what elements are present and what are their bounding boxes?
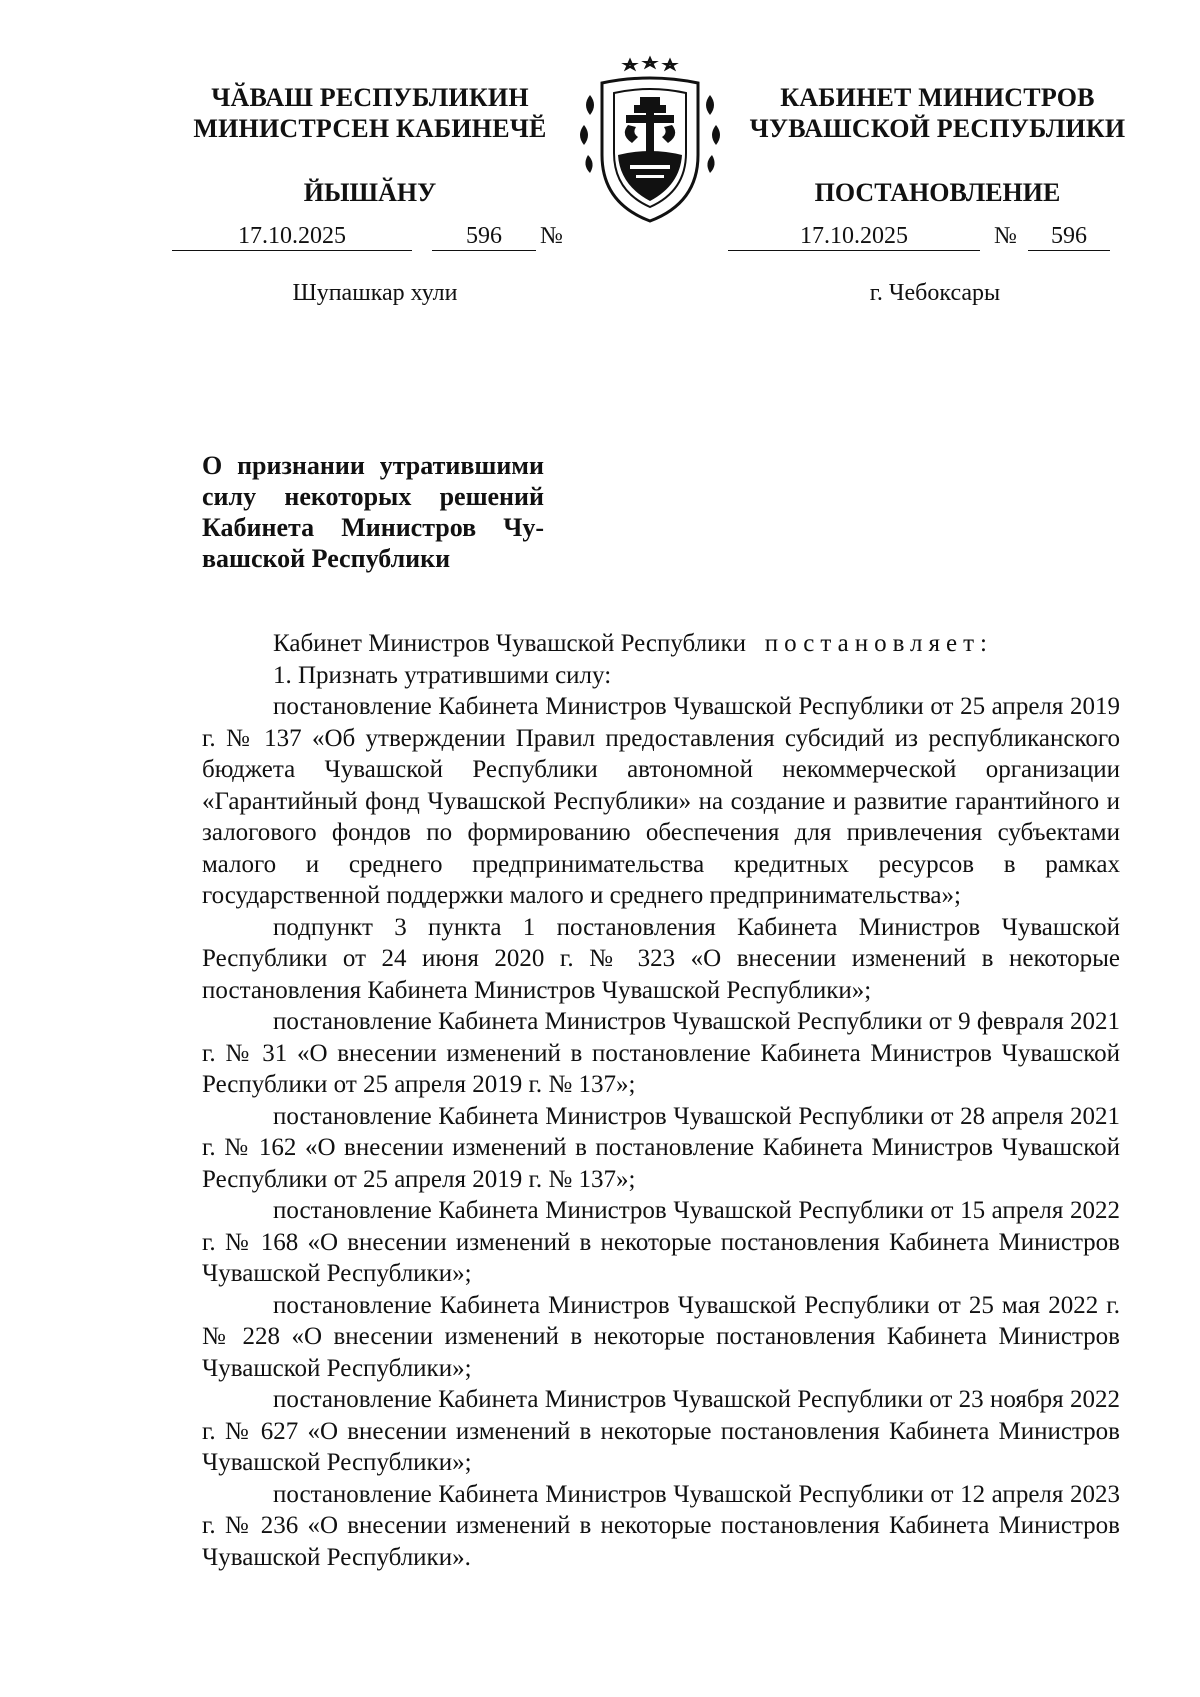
header-left-doc-type: ЙЫШӐНУ xyxy=(303,178,437,207)
repealed-act-paragraph: постановление Кабинета Министров Чувашской Республики от 25 мая 2022 г. № 228 «О внесении изменений в некоторые постановления Кабинета Министров Чувашской Республики»; xyxy=(202,1291,1120,1382)
repealed-act-paragraph: постановление Кабинета Министров Чувашской Республики от 28 апреля 2021 г. № 162 «О внесении изменений в постановление Кабинета Министров Чувашской Республики от 25 апреля 2019 г. № 137»; xyxy=(202,1102,1120,1193)
header-left-line1: ЧӐВАШ РЕСПУБЛИКИН xyxy=(211,83,529,112)
subject-line: О признании утратившими xyxy=(202,451,544,480)
repealed-act-paragraph: подпункт 3 пункта 1 постановления Кабинета Министров Чувашской Республики от 24 июня 2020 г. № 323 «О внесении изменений в некоторые постановления Кабинета Министров Чувашской Республики»; xyxy=(202,913,1120,1004)
repealed-act-paragraph: постановление Кабинета Министров Чувашской Республики от 9 февраля 2021 г. № 31 «О внесении изменений в постановление Кабинета Министров Чувашской Республики от 25 апреля 2019 г. № 137»; xyxy=(202,1008,1120,1098)
right-number-sign: № xyxy=(994,223,1017,249)
coat-of-arms-icon xyxy=(574,55,726,227)
decree-word: постановляет: xyxy=(764,630,994,657)
right-number-value: 596 xyxy=(1028,222,1110,251)
intro-paragraph xyxy=(202,628,1120,660)
left-date-value: 17.10.2025 xyxy=(172,222,412,251)
repealed-act-paragraph: постановление Кабинета Министров Чувашской Республики от 23 ноября 2022 г. № 627 «О внесении изменений в некоторые постановления Кабинета Министров Чувашской Республики»; xyxy=(202,1386,1120,1476)
subject-line: вашской Республики xyxy=(202,544,451,573)
repealed-act-paragraph: постановление Кабинета Министров Чувашской Республики от 12 апреля 2023 г. № 236 «О внесении изменений в некоторые постановления Кабинета Министров Чувашской Республики». xyxy=(202,1480,1120,1571)
left-number-sign: № xyxy=(540,223,563,249)
date-line-right xyxy=(600,222,1200,252)
header-right-doc-type: ПОСТАНОВЛЕНИЕ xyxy=(814,178,1061,207)
repealed-act-paragraph: постановление Кабинета Министров Чувашской Республики от 15 апреля 2022 г. № 168 «О внесении изменений в некоторые постановления Кабинета Министров Чувашской Республики»; xyxy=(202,1197,1120,1287)
header-left xyxy=(170,82,570,208)
item-1: 1. Признать утратившими силу: xyxy=(273,661,612,689)
date-line-left xyxy=(0,222,600,252)
header-right xyxy=(730,82,1145,208)
header-right-line2: ЧУВАШСКОЙ РЕСПУБЛИКИ xyxy=(749,114,1126,143)
document-body xyxy=(202,628,1120,1573)
header-right-line1: КАБИНЕТ МИНИСТРОВ xyxy=(780,83,1095,112)
subject-line: Кабинета Министров Чу- xyxy=(202,513,544,542)
subject-line: силу некоторых решений xyxy=(202,482,544,511)
city-right: г. Чебоксары xyxy=(869,280,1001,306)
repealed-act-paragraph: постановление Кабинета Министров Чувашской Республики от 25 апреля 2019 г. № 137 «Об утверждении Правил предоставления субсидий из республиканского бюджета Чувашской Республики автономной некоммерческой организации «Гарантийный фонд Чувашской Республики» на создание и развитие гарантийного и залогового фондов по формированию обеспечения для привлечения субъектами малого и среднего предпринимательства кредитных ресурсов в рамках государственной поддержки малого и среднего предпринимательства»; xyxy=(202,693,1120,909)
header-left-line2: МИНИСТРСЕН КАБИНЕЧӖ xyxy=(193,114,547,143)
city-left: Шупашкар хули xyxy=(292,280,458,306)
intro-text: Кабинет Министров Чувашской Республики xyxy=(273,630,747,657)
right-date-value: 17.10.2025 xyxy=(728,222,980,251)
left-number-value: 596 xyxy=(432,222,536,251)
document-subject xyxy=(202,450,544,574)
